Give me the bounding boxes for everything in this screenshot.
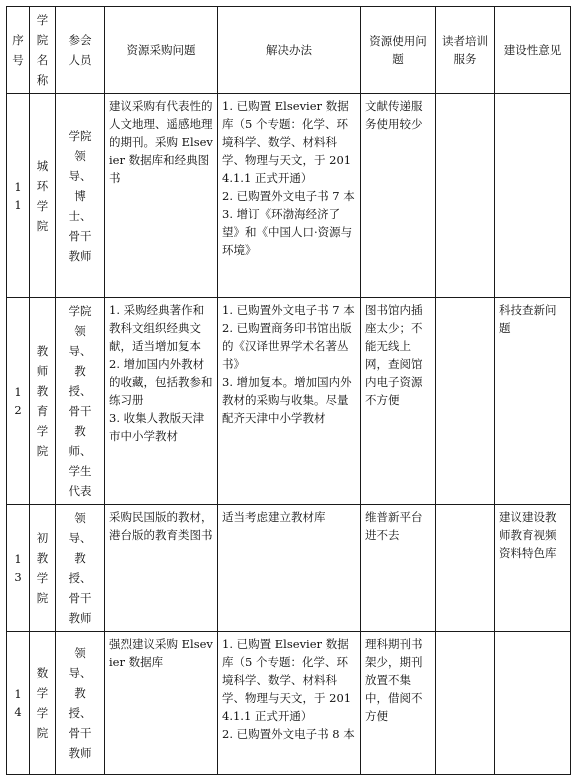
cell-usage: 文献传递服务使用较少 <box>361 94 436 298</box>
cell-training <box>436 94 495 298</box>
table-row <box>7 505 571 632</box>
header-row <box>7 7 571 94</box>
cell-advice <box>495 94 571 298</box>
cell-staff: 学院领导、博士、骨干教师 <box>56 94 105 298</box>
header-solution: 解决办法 <box>218 7 361 94</box>
cell-training <box>436 632 495 775</box>
cell-college: 初教学院 <box>30 505 56 632</box>
cell-no: 13 <box>7 505 30 632</box>
cell-college: 数学学院 <box>30 632 56 775</box>
cell-no: 12 <box>7 298 30 505</box>
table-row <box>7 298 571 505</box>
header-staff: 参会人员 <box>56 7 105 94</box>
cell-college: 教师教育学院 <box>30 298 56 505</box>
cell-purchase: 1. 采购经典著作和教科文组织经典文献，适当增加复本 2. 增加国内外教材的收藏，包括教参和练习册 3. 收集人教版天津市中小学教材 <box>105 298 218 505</box>
library-resource-table <box>6 6 571 775</box>
cell-no: 11 <box>7 94 30 298</box>
header-purchase: 资源采购问题 <box>105 7 218 94</box>
table-row <box>7 632 571 775</box>
header-no: 序号 <box>7 7 30 94</box>
cell-training <box>436 505 495 632</box>
cell-solution: 1. 已购置外文电子书 7 本 2. 已购置商务印书馆出版的《汉译世界学术名著丛书》 3. 增加复本。增加国内外教材的采购与收集。尽量配齐天津中小学教材 <box>218 298 361 505</box>
cell-purchase: 采购民国版的教材，港台版的教育类图书 <box>105 505 218 632</box>
cell-usage: 维普新平台进不去 <box>361 505 436 632</box>
header-training: 读者培训服务 <box>436 7 495 94</box>
header-advice: 建设性意见 <box>495 7 571 94</box>
cell-staff: 领导、教授、骨干教师 <box>56 632 105 775</box>
cell-advice: 科技查新问题 <box>495 298 571 505</box>
cell-no: 14 <box>7 632 30 775</box>
cell-usage: 图书馆内插座太少；不能无线上网，查阅馆内电子资源不方便 <box>361 298 436 505</box>
header-usage: 资源使用问题 <box>361 7 436 94</box>
header-college: 学院名称 <box>30 7 56 94</box>
cell-staff: 学院领导、教授、骨干教师、学生代表 <box>56 298 105 505</box>
cell-advice: 建议建设教师教育视频资料特色库 <box>495 505 571 632</box>
cell-purchase: 强烈建议采购 Elsevier 数据库 <box>105 632 218 775</box>
cell-advice <box>495 632 571 775</box>
cell-staff: 领导、教授、骨干教师 <box>56 505 105 632</box>
cell-solution: 1. 已购置 Elsevier 数据库（5 个专题：化学、环境科学、数学、材料科学、物理与天文，于 2014.1.1 正式开通） 2. 已购置外文电子书 8 本 <box>218 632 361 775</box>
table-row <box>7 94 571 298</box>
cell-purchase: 建议采购有代表性的人文地理、遥感地理的期刊。采购 Elsevier 数据库和经典图书 <box>105 94 218 298</box>
cell-solution: 1. 已购置 Elsevier 数据库（5 个专题：化学、环境科学、数学、材料科学、物理与天文，于 2014.1.1 正式开通） 2. 已购置外文电子书 7 本 3. 增订《环渤海经济了望》和《中国人口·资源与环境》 <box>218 94 361 298</box>
cell-solution: 适当考虑建立教材库 <box>218 505 361 632</box>
cell-usage: 理科期刊书架少，期刊放置不集中，借阅不方便 <box>361 632 436 775</box>
cell-training <box>436 298 495 505</box>
cell-college: 城环学院 <box>30 94 56 298</box>
